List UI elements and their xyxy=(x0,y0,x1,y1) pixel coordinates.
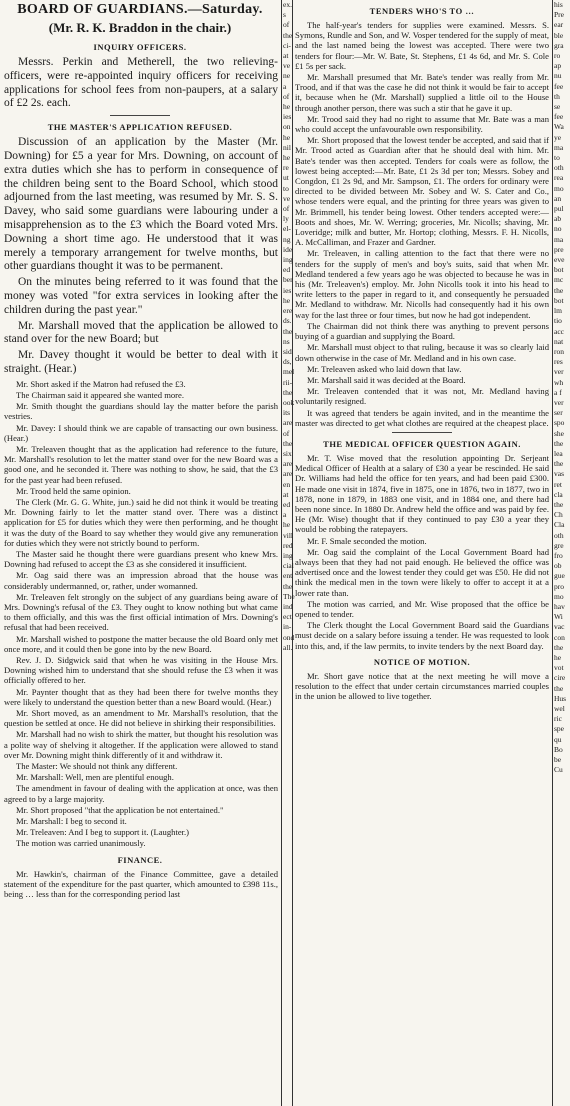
paragraph: The Chairman did not think there was anything to prevent persons buying of a guardian and supplying the Board. xyxy=(295,320,549,342)
finance-paragraph: Mr. Hawkin's, chairman of the Finance Committee, gave a detailed statement of the expenditure for the past quarter, which amounted to £398 11s., being … less than for the corresponding period last xyxy=(4,868,278,900)
text-fragment: eve xyxy=(554,255,565,265)
text-fragment: ies xyxy=(283,285,292,295)
text-fragment: at xyxy=(283,489,289,499)
text-fragment: gra xyxy=(554,40,564,50)
text-fragment: no xyxy=(554,224,562,234)
text-fragment: ob xyxy=(554,561,562,571)
text-fragment: his xyxy=(554,0,563,9)
text-fragment: nil xyxy=(283,142,291,152)
divider xyxy=(110,115,170,116)
paragraph: Mr. Short proposed "that the application be not entertained." xyxy=(16,804,224,815)
text-fragment: gue xyxy=(554,571,565,581)
text-fragment: the xyxy=(283,438,293,448)
text-fragment: acc xyxy=(554,326,564,336)
paragraph: The Clerk (Mr. G. G. White, jun.) said he did not think it would be treating Mr. Downing fairly to let the matter stand over. There was a distinct application for £5 for duties which they were then performing, and he thought it was the duty of the Board to say whether they would give any remuneration for duties which they were not strictly bound to perform. xyxy=(4,496,278,548)
paragraph: Mr. Short proposed that the lowest tender be accepted, and said that if Mr. Trood acted as Guardian after that he should deal with him. Mr. Bate's tender was then accepted. Tenders for coals were as follow, the lowest being accepted:—Mr. Bate, £1 2s 3d per ton; Messrs. Sobey and Congdon, £1 2s 9d, and Mr. Sampson, £1. The orders for ordinary were directed to be divided between Mr. Sobey and W. S. Cater and Co., whose tenders were equal, and the printing for three years was given to Mr. Brimmell, his tender being lowest. Other tenders accepted were:—Boots and shoes, Mr. W. Werring; groceries, Mr. Nicolls; shaving, Mr. Loveridge; milk and butter, Mr. Hortop; clothing, Messrs. F. H. Nicolls, A. McCalliman, and Frazer and Gardner. xyxy=(295,135,549,248)
finance-heading: FINANCE. xyxy=(117,854,163,865)
text-fragment: vill xyxy=(283,530,294,540)
text-fragment: a f xyxy=(554,387,562,397)
text-fragment: ut xyxy=(283,173,289,183)
text-fragment: she xyxy=(554,428,564,438)
text-fragment: pro xyxy=(554,581,564,591)
refused-heading: THE MASTER'S APPLICATION REFUSED. xyxy=(47,122,233,133)
paragraph: Discussion of an application by the Master (Mr. Downing) for £5 a year for Mrs. Downing, on account of extra duties which she has to perform in consequence of the children being sent to the Board School, which stood adjourned from the last meeting, was resumed by Mr. S. S. Davey, who said some guardians were labouring under a misapprehension as to the £3 which the Board voted Mrs. Downing a short time ago. He understood that it was merely a temporary arrangement for twelve months, but other guardians thought it was to be permanent. xyxy=(4,136,278,273)
text-fragment: tio xyxy=(554,316,562,326)
text-fragment: ng xyxy=(283,234,291,244)
text-fragment: all. xyxy=(283,642,293,652)
paragraph: Mr. Oag said there was an impression abroad that the house was considerably undermanned, or, rather, under womanned. xyxy=(4,570,278,591)
text-fragment: vot xyxy=(554,663,564,673)
text-fragment: qu xyxy=(554,734,562,744)
paragraph: Mr. Trood said they had no right to assume that Mr. Bate was a man who could accept the unfavourable own responsibility. xyxy=(295,113,549,135)
left-column xyxy=(0,0,280,1106)
paragraph: Mr. Marshall moved that the application be allowed to stand over for the new Board; but xyxy=(4,319,278,346)
text-fragment: ye xyxy=(554,132,562,142)
paragraph: The motion was carried, and Mr. Wise proposed that the office be opened to tender. xyxy=(295,598,549,619)
text-fragment: the xyxy=(283,387,293,397)
text-fragment: Bo xyxy=(554,744,563,754)
text-fragment: nat xyxy=(554,336,564,346)
text-fragment: fro xyxy=(554,550,563,560)
text-fragment: the xyxy=(554,438,564,448)
text-fragment: wel xyxy=(554,704,565,714)
text-fragment: ere xyxy=(283,306,293,316)
text-fragment: oth xyxy=(554,530,564,540)
text-fragment: the xyxy=(283,30,293,40)
paragraph: Mr. Oag said the complaint of the Local Government Board had always been that they had not paid enough. He believed the office was advertised once and the lowest tender they could get was £50. He did not think the medical men in the town were likely to offer to accept it at a lower rate than. xyxy=(295,546,549,598)
text-fragment: ret xyxy=(554,479,562,489)
text-fragment: ser xyxy=(554,408,563,418)
text-fragment: rii- xyxy=(283,377,293,387)
text-fragment: Hus xyxy=(554,693,567,703)
text-fragment: Wi xyxy=(554,612,563,622)
text-fragment: rea xyxy=(554,173,564,183)
paragraph: The Master: We should not think any different. xyxy=(16,761,178,772)
paragraph: Mr. Marshall had no wish to shirk the matter, but thought his resolution was a polite way of shelving it altogether. If the application were allowed to stand over Mr. Downing might think differently of it and withdraw it. xyxy=(4,729,278,760)
text-fragment: be xyxy=(554,755,562,765)
paragraph: Mr. Trood held the same opinion. xyxy=(16,485,131,496)
paragraph: Mr. Treleaven, in calling attention to the fact that there were no tenders for the supply of men's and boy's suits, said that when Mr. Medland tendered a few years ago he was objected to because he was in his (Mr. Treleaven's) employ. Mr. John Nicolls took it into his head to write letters to the paper in regard to it, and consequently he persuaded Mr. Medland to withdraw. Mr. Nicolls had consequently had it his own way for the last three or four times, but now he had got independent. xyxy=(295,248,549,320)
text-fragment: ide xyxy=(283,244,293,254)
text-fragment: cla xyxy=(554,489,563,499)
text-fragment: fee xyxy=(554,81,564,91)
text-fragment: Pre xyxy=(554,10,564,20)
text-fragment: en xyxy=(283,479,291,489)
text-fragment: he xyxy=(283,132,291,142)
inquiry-heading: INQUIRY OFFICERS. xyxy=(93,42,187,52)
paragraph: Mr. F. Smale seconded the motion. xyxy=(307,535,427,546)
divider xyxy=(392,432,452,433)
text-fragment: ies xyxy=(283,112,292,122)
text-fragment: Ch xyxy=(554,510,563,520)
paragraph: Rev. J. D. Sidgwick said that when he was visiting in the House Mrs. Downing wished him to understand that she should refuse the £3 when it was officially offered to her. xyxy=(4,655,278,686)
paragraph: Mr. Marshall: Well, men are plentiful enough. xyxy=(16,772,174,783)
text-fragment: el- xyxy=(283,224,291,234)
paragraph: Mr. Treleaven thought that as the application had reference to the future, Mr. Marshall's resolution to let the matter stand over for the new Board was a good one, and he seconded it. There was nothing to show, he said, that the £3 for the past year had been refused. xyxy=(4,443,278,485)
paragraph: The motion was carried unanimously. xyxy=(16,838,146,849)
text-fragment: a xyxy=(283,81,287,91)
text-fragment: wh xyxy=(554,377,564,387)
text-fragment: bot xyxy=(554,265,564,275)
paragraph: Mr. Marshall said it was decided at the Board. xyxy=(307,374,466,385)
text-fragment: ver xyxy=(554,397,564,407)
text-fragment: on xyxy=(283,122,291,132)
text-fragment: bot xyxy=(554,295,564,305)
text-fragment: he xyxy=(283,153,291,163)
text-fragment: ric xyxy=(554,714,562,724)
medical-heading: THE MEDICAL OFFICER QUESTION AGAIN. xyxy=(323,438,521,449)
paragraph: Mr. Marshall: I beg to second it. xyxy=(16,816,127,827)
text-fragment: ns xyxy=(283,336,290,346)
text-fragment: ds, xyxy=(283,357,292,367)
text-fragment: ve xyxy=(283,61,291,71)
text-fragment: he xyxy=(554,653,562,662)
text-fragment: are xyxy=(283,469,293,479)
text-fragment: of xyxy=(283,204,290,214)
text-fragment: ro xyxy=(554,51,561,61)
text-fragment: are xyxy=(283,418,293,428)
text-fragment: se xyxy=(554,102,561,112)
text-fragment: ing xyxy=(283,550,293,560)
text-fragment: sid xyxy=(283,346,292,356)
text-fragment: nu xyxy=(554,71,562,81)
text-fragment: ap xyxy=(554,61,562,71)
paragraph: Mr. Paynter thought that as they had been there for twelve months they were likely to understand the question better than a new Board would. (Hear.) xyxy=(4,686,278,707)
text-fragment: ber xyxy=(283,275,293,285)
text-fragment: ent xyxy=(283,571,293,581)
paragraph: Mr. Treleaven contended that it was not, Mr. Medland having voluntarily resigned. xyxy=(295,386,549,407)
text-fragment: of xyxy=(283,91,290,101)
text-fragment: at xyxy=(283,51,289,61)
paragraph: The Clerk thought the Local Government Board said the Guardians must decide on a salary before issuing a tender. He was requested to look into this, and, if the law permits, to invite tenders by the next Board day. xyxy=(295,620,549,651)
text-fragment: to xyxy=(283,183,289,193)
text-fragment: The xyxy=(283,591,295,601)
small-paragraphs xyxy=(0,379,280,849)
text-fragment: ne xyxy=(283,71,291,81)
text-fragment: con xyxy=(554,632,565,642)
text-fragment: ma xyxy=(554,234,564,244)
board-heading: BOARD OF GUARDIANS.—Saturday. xyxy=(17,2,263,17)
text-fragment: cire xyxy=(554,673,566,683)
paragraph: Mr. Treleaven: And I beg to support it. (Laughter.) xyxy=(16,827,190,838)
text-fragment: Cla xyxy=(554,520,565,530)
text-fragment: cial xyxy=(283,561,294,571)
text-fragment: the xyxy=(554,499,564,509)
paragraph: Mr. Smith thought the guardians should lay the matter before the parish vestries. xyxy=(4,401,278,422)
paragraph: Mr. Short moved, as an amendment to Mr. Marshall's resolution, that the question be settled at once. He did not believe in shirking their responsibilities. xyxy=(4,708,278,729)
motion-heading: NOTICE OF MOTION. xyxy=(373,656,471,667)
tenders-heading: TENDERS WHO'S TO … xyxy=(369,6,475,16)
text-fragment: he xyxy=(283,520,291,530)
text-fragment: hav xyxy=(554,601,565,611)
paragraph: Mr. T. Wise moved that the resolution appointing Dr. Serjeant Medical Officer of Health at a salary of £30 a year be rescinded. He said Dr. Williams had held the office for ten years, and had been paid £300. He made one visit in 1874, five in 1875, one in 1876, two in 1877, two in 1878, none in 1879, in 1883 one visit, and in 1884 one, and there had been none since. In 1880 Dr. Andrew held the office and was paid by fee. He (Mr. Wise) thought that if they continued to pay £30 a year they would be robbing the ratepayers. xyxy=(295,452,549,535)
text-fragment: ron xyxy=(554,346,564,356)
text-fragment: ds. xyxy=(283,316,292,326)
text-fragment: mc xyxy=(554,275,564,285)
text-fragment: ab xyxy=(554,214,562,224)
text-fragment: lea xyxy=(554,448,563,458)
text-fragment: of xyxy=(283,428,290,438)
paragraph: Mr. Treleaven asked who laid down that law. xyxy=(307,363,462,374)
motion-paragraph: Mr. Short gave notice that at the next meeting he will move a resolution to the effect that under certain circumstances married couples in the union be allowed to live together. xyxy=(295,670,549,702)
text-fragment: an xyxy=(554,193,562,203)
text-fragment: a xyxy=(283,510,287,520)
text-fragment: gre xyxy=(554,540,564,550)
paragraph: Mr. Davey: I should think we are capable of transacting our own business. (Hear.) xyxy=(4,422,278,443)
large-paragraphs xyxy=(0,136,280,377)
text-fragment: ect xyxy=(283,612,292,622)
text-fragment: the xyxy=(554,683,564,693)
paragraph: The half-year's tenders for supplies were examined. Messrs. S. Symons, Rundle and Son, and W. Vosper tendered for the supply of meat, and the last named being the lowest was accepted. There were two tenders for flour:—Mr. W. Bate, St. Stephens, £1 4s 6d, and Mr. S. Cole £1 5s per sack. xyxy=(295,20,549,71)
medical-paragraphs xyxy=(293,453,551,651)
paragraph: Mr. Davey thought it would be better to deal with it straight. (Hear.) xyxy=(4,349,278,375)
text-fragment: ma xyxy=(554,142,564,152)
text-fragment: mo xyxy=(554,183,564,193)
text-fragment: ver xyxy=(554,367,564,377)
text-fragment: lm xyxy=(554,306,562,316)
paragraph: The amendment in favour of dealing with the application at once, was then agreed to by a large majority. xyxy=(4,783,278,804)
text-fragment: the xyxy=(554,459,564,469)
text-fragment: to xyxy=(554,153,560,163)
text-fragment: oth xyxy=(554,163,564,173)
text-fragment: ing xyxy=(283,255,293,265)
paragraph: It was agreed that tenders be again invited, and in the meantime the master was directed to get what clothes are required at the cheapest place. xyxy=(295,407,549,428)
text-fragment: of xyxy=(283,20,290,30)
chair-line: (Mr. R. K. Braddon in the chair.) xyxy=(48,20,232,35)
text-fragment: mo xyxy=(554,591,564,601)
text-fragment: ex. xyxy=(283,0,292,9)
paragraph: Mr. Marshall must object to that ruling, because it was so clearly laid down otherwise in the case of Mr. Medland and in his own case. xyxy=(295,342,549,363)
paragraph: The Master said he thought there were guardians present who knew Mrs. Downing had refused to accept the £3 as she considered it insufficient. xyxy=(4,548,278,570)
text-fragment: vas xyxy=(554,469,564,479)
text-fragment: the xyxy=(283,581,293,591)
text-fragment: the xyxy=(283,326,293,336)
paragraph: Mr. Marshall wished to postpone the matter because the old Board only met once more, and it could then be gone into by the new Board. xyxy=(4,633,278,654)
text-fragment: ble xyxy=(554,30,564,40)
text-fragment: res xyxy=(554,357,563,367)
text-fragment: spo xyxy=(554,418,565,428)
text-fragment: fee xyxy=(554,112,564,122)
text-fragment: spe xyxy=(554,724,564,734)
text-fragment: pul xyxy=(554,204,564,214)
inquiry-paragraph: Messrs. Perkin and Metherell, the two relieving-officers, were re-appointed inquiry officers for receiving applications for school fees from non-paupers, at a salary of £2 2s. each. xyxy=(4,56,278,110)
text-fragment: ook xyxy=(283,397,295,407)
paragraph: Mr. Marshall presumed that Mr. Bate's tender was really from Mr. Trood, and if that was the case he did not think it would be fair to accept it, because when he (Mr. Marshall) supplied a little oil to the House through another person, there was such a stir that he gave it up. xyxy=(295,72,549,113)
text-fragment: he xyxy=(283,295,291,305)
text-fragment: pre xyxy=(554,244,564,254)
paragraph: Mr. Treleaven felt strongly on the subject of any guardians being aware of Mrs. Downing's refusal of the £3. They ought to know nothing but what came to them officially, and this was the first official intimation of Mrs. Downing's refusal that had been received. xyxy=(4,591,278,633)
text-fragment: ve xyxy=(283,193,291,203)
text-fragment: s xyxy=(283,10,286,20)
text-fragment: Wa xyxy=(554,122,564,132)
text-fragment: ear xyxy=(554,20,564,30)
tenders-paragraphs xyxy=(293,20,551,428)
text-fragment: ond xyxy=(283,632,295,642)
text-fragment: ed xyxy=(283,265,291,275)
text-fragment: mel xyxy=(283,367,295,377)
edge-fragments xyxy=(552,0,570,1106)
text-fragment: six xyxy=(283,448,292,458)
text-fragment: re xyxy=(283,163,289,173)
text-fragment: are xyxy=(283,459,293,469)
text-fragment: th xyxy=(554,91,560,101)
right-column xyxy=(293,0,551,1106)
text-fragment: ly xyxy=(283,214,289,224)
text-fragment: ci- xyxy=(283,40,291,50)
text-fragment: red xyxy=(283,540,293,550)
text-fragment: vac xyxy=(554,622,565,632)
text-fragment: he xyxy=(283,102,291,112)
text-fragment: ed xyxy=(283,499,291,509)
text-fragment: in- xyxy=(283,622,292,632)
paragraph: The Chairman said it appeared she wanted more. xyxy=(16,389,184,400)
paragraph: Mr. Short asked if the Matron had refused the £3. xyxy=(16,378,186,389)
paragraph: On the minutes being referred to it was found that the money was voted "for extra services in looking after the children during the past year." xyxy=(4,276,278,316)
gutter-fragments xyxy=(281,0,293,1106)
text-fragment: Cu xyxy=(554,765,563,775)
text-fragment: the xyxy=(554,285,564,295)
text-fragment: the xyxy=(554,642,564,652)
text-fragment: its xyxy=(283,408,291,418)
text-fragment: ind xyxy=(283,601,293,611)
